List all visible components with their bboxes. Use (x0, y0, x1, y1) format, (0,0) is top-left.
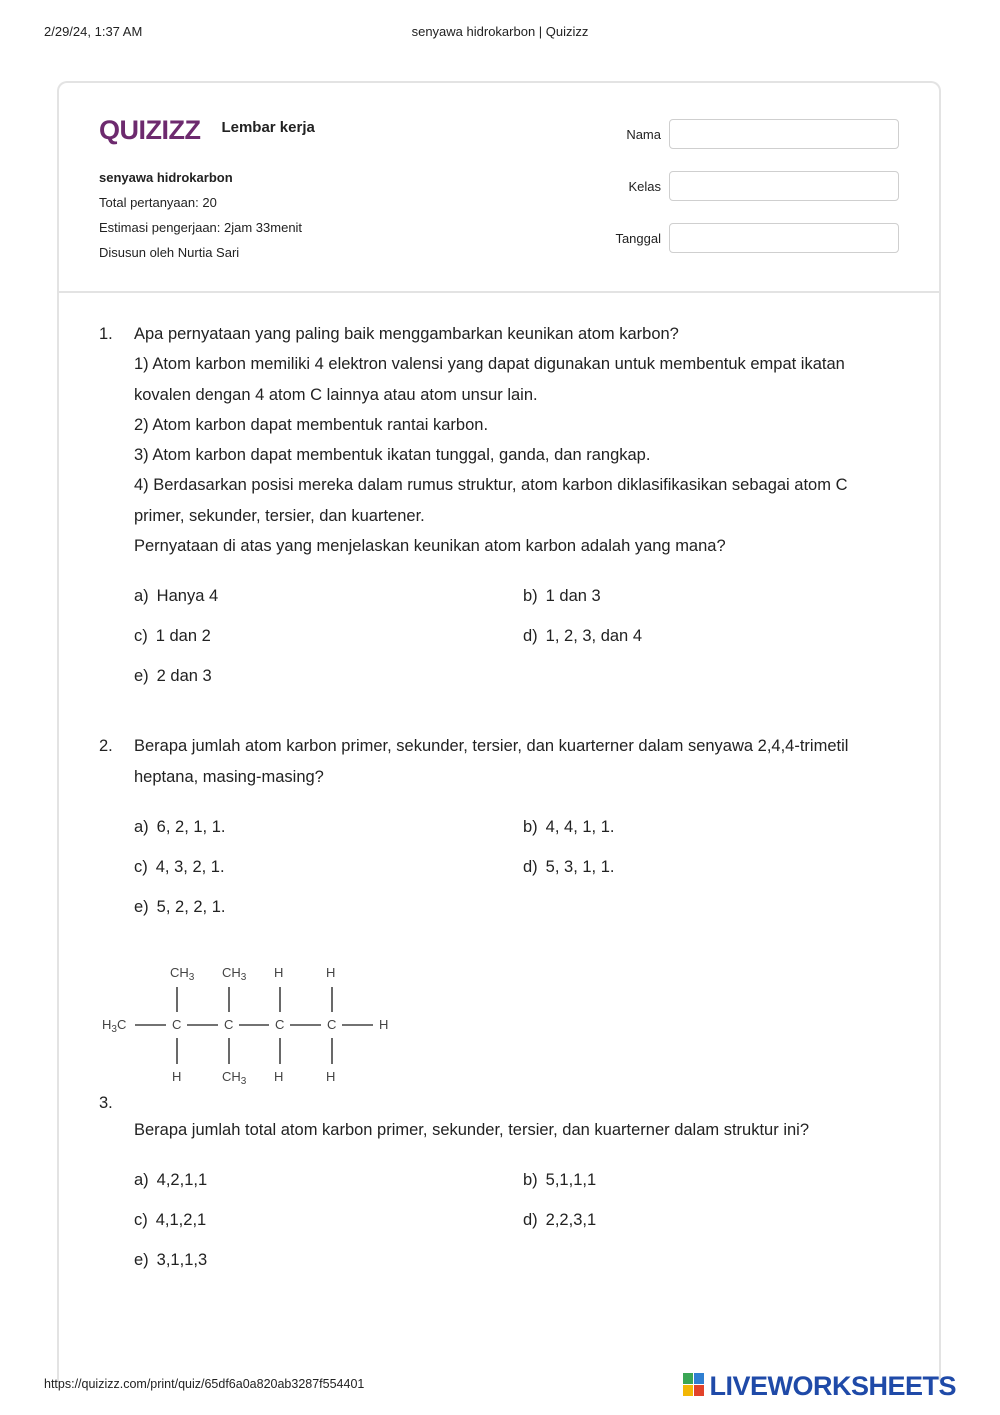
option-text: 1 dan 3 (545, 587, 601, 606)
chain-atom-c4: C (327, 1016, 337, 1032)
top-substituent-2: $CH_3$ (222, 964, 247, 983)
option-d[interactable] (523, 621, 823, 651)
question-number: 2. (99, 737, 113, 756)
top-substituent-3: H (274, 964, 284, 980)
question-2 (99, 731, 899, 922)
question-line: Berapa jumlah atom karbon primer, sekunder, tersier, dan kuarterner dalam senyawa 2,4,4-trimetil heptana, masing-masing? (134, 737, 849, 786)
chain-atom-c2: C (224, 1016, 234, 1032)
option-letter: c) (134, 1211, 148, 1230)
option-b[interactable] (523, 581, 823, 611)
chain-atom-c1: C (172, 1016, 182, 1032)
answer-options (134, 1165, 899, 1275)
question-line: 3) Atom karbon dapat membentuk ikatan tunggal, ganda, dan rangkap. (134, 446, 651, 465)
name-label: Nama (626, 127, 661, 142)
chain-atom-h3c: $H_3C$ (102, 1016, 127, 1035)
option-text: 1, 2, 3, dan 4 (545, 627, 642, 646)
worksheet-header (59, 83, 939, 293)
question-1 (99, 319, 899, 691)
question-line: Pernyataan di atas yang menjelaskan keunikan atom karbon adalah yang mana? (134, 537, 726, 556)
class-input[interactable] (669, 171, 899, 201)
option-text: 6, 2, 1, 1. (156, 817, 226, 836)
option-text: 5, 3, 1, 1. (545, 857, 615, 876)
option-text: 3,1,1,3 (156, 1251, 208, 1270)
option-text: 4,1,2,1 (155, 1211, 207, 1230)
logo-row (99, 113, 315, 145)
question-number: 3. (99, 1093, 113, 1112)
question-text (134, 319, 899, 561)
option-letter: b) (523, 817, 538, 836)
question-text (134, 1115, 899, 1145)
name-input[interactable] (669, 119, 899, 149)
class-field-row (599, 171, 899, 201)
name-field-row (599, 119, 899, 149)
print-page-title: senyawa hidrokarbon | Quizizz (411, 24, 589, 39)
svg-text:QUIZIZZ: QUIZIZZ (99, 115, 201, 145)
question-3-body (99, 1115, 899, 1275)
chain-atom-h: H (379, 1016, 389, 1032)
option-letter: d) (523, 627, 538, 646)
estimated-time: Estimasi pengerjaan: 2jam 33menit (99, 220, 303, 235)
bottom-substituent-4: H (326, 1068, 336, 1084)
top-substituent-1: $CH_3$ (170, 964, 195, 983)
option-letter: c) (134, 627, 148, 646)
option-c[interactable] (134, 852, 523, 882)
question-line: 1) Atom karbon memiliki 4 elektron valensi yang dapat digunakan untuk membentuk empat ikatan kovalen dengan 4 atom C lainnya atau atom unsur lain. (134, 355, 845, 404)
option-b[interactable] (523, 1165, 823, 1195)
answer-options (134, 812, 899, 922)
top-substituent-4: H (326, 964, 336, 980)
liveworksheets-icon (683, 1373, 705, 1397)
option-letter: b) (523, 587, 538, 606)
question-line: 4) Berdasarkan posisi mereka dalam rumus struktur, atom karbon diklasifikasikan sebagai atom C primer, sekunder, tersier, dan kuartener. (134, 476, 848, 525)
option-a[interactable] (134, 812, 523, 842)
question-list (99, 319, 899, 1275)
option-e[interactable] (134, 1245, 523, 1275)
date-field-row (599, 223, 899, 253)
option-letter: d) (523, 1211, 538, 1230)
option-text: 5,1,1,1 (545, 1171, 597, 1190)
option-text: 4, 4, 1, 1. (545, 817, 615, 836)
liveworksheets-wordmark: LIVEWORKSHEETS (709, 1371, 956, 1401)
print-datetime: 2/29/24, 1:37 AM (44, 24, 143, 39)
option-letter: c) (134, 857, 148, 876)
option-d[interactable] (523, 852, 823, 882)
chain-atom-c3: C (275, 1016, 285, 1032)
option-e[interactable] (134, 892, 523, 922)
option-text: 1 dan 2 (155, 627, 211, 646)
structure-diagram (99, 960, 899, 1112)
bottom-substituent-2: $CH_3$ (222, 1068, 247, 1087)
quiz-name: senyawa hidrokarbon (99, 170, 233, 185)
student-fields (599, 119, 899, 275)
question-line: Apa pernyataan yang paling baik menggambarkan keunikan atom karbon? (134, 325, 679, 343)
quiz-info (99, 165, 302, 265)
question-3 (99, 960, 899, 1275)
option-text: 4,2,1,1 (156, 1171, 208, 1190)
liveworksheets-logo (683, 1371, 956, 1402)
option-text: 5, 2, 2, 1. (156, 897, 226, 916)
option-d[interactable] (523, 1205, 823, 1235)
bottom-substituent-3: H (274, 1068, 284, 1084)
option-a[interactable] (134, 581, 523, 611)
option-letter: b) (523, 1171, 538, 1190)
option-e[interactable] (134, 661, 523, 691)
print-footer (44, 1371, 956, 1401)
question-line: Berapa jumlah total atom karbon primer, sekunder, tersier, dan kuarterner dalam struktur ini? (134, 1120, 810, 1139)
print-url: https://quizizz.com/print/quiz/65df6a0a820ab3287f554401 (44, 1377, 365, 1391)
option-text: 2,2,3,1 (545, 1211, 597, 1230)
total-questions: Total pertanyaan: 20 (99, 195, 217, 210)
option-letter: e) (134, 897, 149, 916)
option-letter: a) (134, 1171, 149, 1190)
option-letter: e) (134, 1251, 149, 1270)
option-letter: a) (134, 817, 149, 836)
option-text: Hanya 4 (156, 587, 219, 606)
worksheet-card (57, 81, 941, 1381)
option-c[interactable] (134, 621, 523, 651)
author: Disusun oleh Nurtia Sari (99, 245, 240, 260)
option-text: 4, 3, 2, 1. (155, 857, 225, 876)
structural-formula (102, 960, 422, 1090)
bottom-substituent-1: H (172, 1068, 182, 1084)
option-text: 2 dan 3 (156, 667, 212, 686)
option-a[interactable] (134, 1165, 523, 1195)
worksheet-label: Lembar kerja (221, 118, 315, 136)
question-number: 1. (99, 325, 113, 343)
option-letter: d) (523, 857, 538, 876)
answer-options (134, 581, 899, 691)
class-label: Kelas (628, 179, 661, 194)
print-header (44, 24, 956, 40)
question-line: 2) Atom karbon dapat membentuk rantai karbon. (134, 415, 489, 434)
option-b[interactable] (523, 812, 823, 842)
option-letter: a) (134, 587, 149, 606)
date-input[interactable] (669, 223, 899, 253)
option-letter: e) (134, 667, 149, 686)
date-label: Tanggal (615, 231, 661, 246)
option-c[interactable] (134, 1205, 523, 1235)
question-text (134, 731, 899, 792)
quizizz-logo (99, 113, 211, 145)
